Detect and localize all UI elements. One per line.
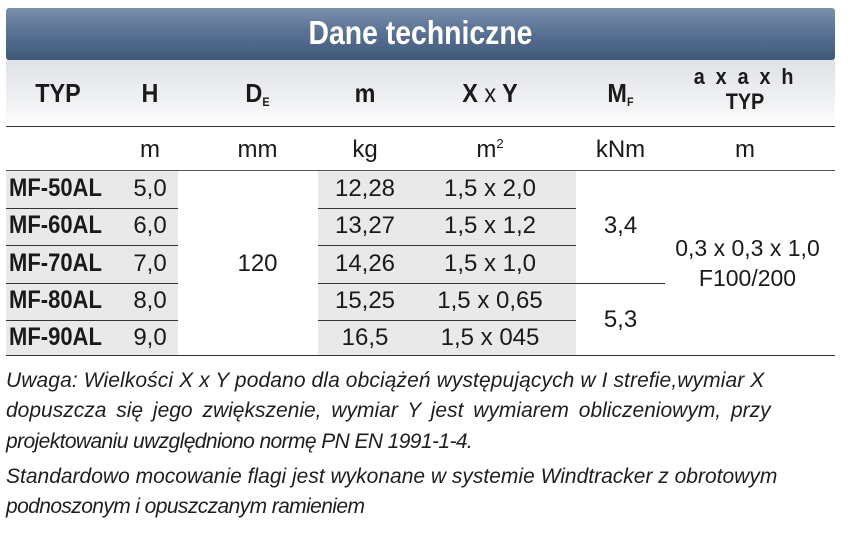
note-line-5: podnoszonym i opuszczanym ramieniem <box>6 495 365 518</box>
unit-de: mm <box>237 136 278 163</box>
unit-xy-main: m <box>476 136 497 163</box>
row-h: 5,0 <box>133 175 167 202</box>
header-typ: TYP <box>35 78 81 108</box>
merged-axaxh-line2: F100/200 <box>698 265 797 291</box>
header-xy-sep: x <box>484 78 497 108</box>
row-xy: 1,5 x 1,0 <box>443 250 537 277</box>
header-xy <box>427 78 553 109</box>
note-line-1: Uwaga: Wielkości X x Y podano dla obciążeń występujących w I strefie,wymiar X <box>6 369 765 392</box>
merged-mf-group2: 5,3 <box>603 306 638 333</box>
header-de <box>224 78 292 109</box>
unit-mf: kNm <box>595 136 646 163</box>
row-xy: 1,5 x 0,65 <box>437 287 543 314</box>
row-typ: MF-90AL <box>9 323 102 351</box>
row-h: 9,0 <box>133 324 167 351</box>
row-xy: 1,5 x 1,2 <box>443 212 537 239</box>
row-typ: MF-60AL <box>9 211 102 239</box>
row-typ: MF-50AL <box>9 174 102 202</box>
header-h: H <box>141 78 159 108</box>
row-typ: MF-70AL <box>9 249 102 277</box>
table-bottom-rule <box>6 355 835 356</box>
note-line-2: dopuszcza się jego zwiększenie, wymiar Y jest wymiarem obliczeniowym, przy <box>6 399 771 422</box>
row-sep-4b <box>318 320 576 321</box>
header-de-sub: E <box>262 95 270 109</box>
unit-xy-sup: 2 <box>496 136 504 151</box>
row-m: 13,27 <box>334 212 396 239</box>
row-sep-4 <box>6 320 178 321</box>
row-xy: 1,5 x 045 <box>440 324 540 351</box>
row-sep-1 <box>6 208 178 209</box>
merged-mf-group1: 3,4 <box>603 212 638 239</box>
header-mf-sub: F <box>626 95 634 109</box>
row-typ: MF-80AL <box>9 286 102 314</box>
header-de-main: D <box>245 78 263 108</box>
merged-axaxh-line1: 0,3 x 0,3 x 1,0 <box>675 235 820 261</box>
row-sep-2 <box>6 245 178 246</box>
unit-h: m <box>140 136 160 163</box>
row-sep-3c <box>576 283 665 284</box>
row-h: 7,0 <box>133 250 167 277</box>
row-sep-3 <box>6 283 178 284</box>
row-sep-2b <box>318 245 576 246</box>
note-line-4: Standardowo mocowanie flagi jest wykonane w systemie Windtracker z obrotowym <box>6 465 778 488</box>
page-title: Dane techniczne <box>308 14 533 51</box>
row-m: 15,25 <box>334 287 396 314</box>
header-mf-main: M <box>607 78 627 108</box>
row-sep-1b <box>318 208 576 209</box>
row-h: 6,0 <box>133 212 167 239</box>
row-sep-3b <box>318 283 576 284</box>
row-h: 8,0 <box>133 287 167 314</box>
header-m: m <box>354 78 376 108</box>
unit-m: kg <box>352 136 378 163</box>
title-bar <box>6 8 835 60</box>
header-xy-x: X <box>462 78 478 108</box>
unit-axaxh: m <box>735 136 755 163</box>
row-m: 14,26 <box>334 250 396 277</box>
merged-de: 120 <box>237 250 278 277</box>
row-m: 16,5 <box>341 324 389 351</box>
header-axaxh-line1: a x a x h <box>693 64 797 89</box>
header-mf <box>587 78 655 109</box>
header-xy-y: Y <box>502 78 518 108</box>
note-line-3: projektowaniu uwzględniono normę PN EN 1991-1-4. <box>6 430 473 453</box>
unit-xy <box>420 136 560 164</box>
row-xy: 1,5 x 2,0 <box>443 175 537 202</box>
header-axaxh-line2: TYP <box>725 89 765 114</box>
header-axaxh <box>678 64 813 114</box>
merged-axaxh <box>665 233 830 293</box>
row-m: 12,28 <box>334 175 396 202</box>
